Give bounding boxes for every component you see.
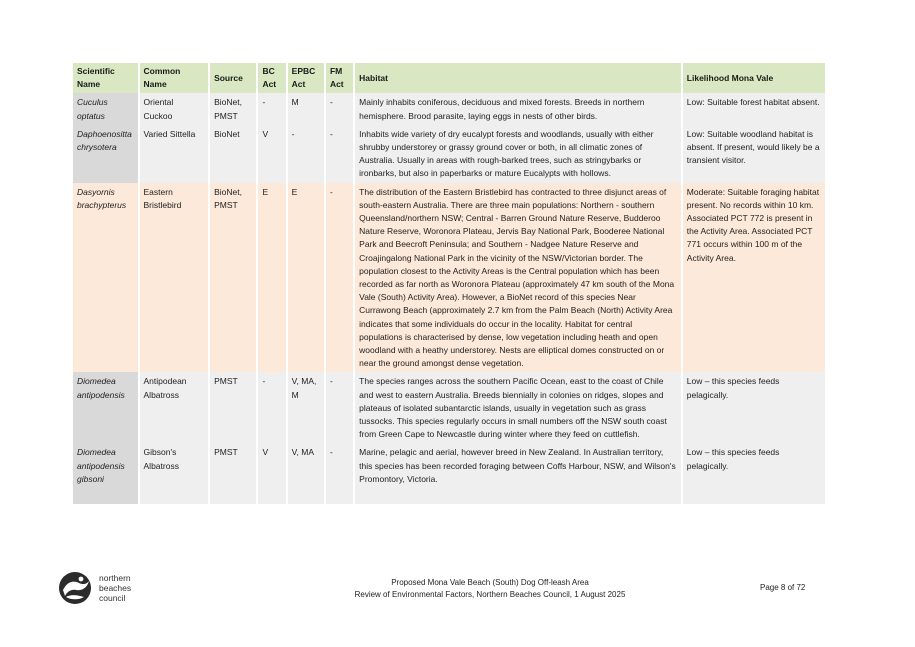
fm-act-cell: - <box>326 443 353 504</box>
page-number: Page 8 of 72 <box>760 583 806 592</box>
bc-act-cell: - <box>258 372 285 443</box>
council-logo-icon <box>57 570 93 606</box>
common-name-cell: Antipodean Albatross <box>140 372 209 443</box>
habitat-cell: The species ranges across the southern Pacific Ocean, east to the coast of Chile and west to eastern Australia. Breeds biennially in colonies on ridges, slopes and plateaus of isolated subantarctic islands, usually in vegetation such as grass tussocks. This species regularly occurs in small numbers off the NSW south coast from Green Cape to Newcastle during winter where they feed on cuttlefish. <box>355 372 681 443</box>
epbc-act-cell: M <box>288 93 324 124</box>
footer-line-2: Review of Environmental Factors, Northern Beaches Council, 1 August 2025 <box>354 590 626 599</box>
common-name-cell: Gibson's Albatross <box>140 443 209 504</box>
source-cell: PMST <box>210 443 256 504</box>
source-cell: PMST <box>210 372 256 443</box>
header-habitat: Habitat <box>355 63 681 93</box>
footer-line-1: Proposed Mona Vale Beach (South) Dog Off-leash Area <box>391 578 589 587</box>
table-row <box>73 372 825 443</box>
common-name-cell: Oriental Cuckoo <box>140 93 209 124</box>
scientific-name-cell: Diomedea antipodensis gibsoni <box>73 443 138 504</box>
header-scientific-name: Scientific Name <box>73 63 138 93</box>
header-fm-act: FM Act <box>326 63 353 93</box>
logo-line-2: beaches <box>99 583 132 593</box>
logo-line-3: council <box>99 593 126 603</box>
logo-line-1: northern <box>99 573 131 583</box>
bc-act-cell: V <box>258 125 285 183</box>
species-table <box>71 63 827 504</box>
fm-act-cell: - <box>326 183 353 373</box>
header-common-name: Common Name <box>140 63 209 93</box>
bc-act-cell: E <box>258 183 285 373</box>
likelihood-cell: Low – this species feeds pelagically. <box>683 443 825 504</box>
likelihood-cell: Low – this species feeds pelagically. <box>683 372 825 443</box>
fm-act-cell: - <box>326 93 353 124</box>
habitat-cell: Inhabits wide variety of dry eucalypt forests and woodlands, usually with either shrubby understorey or grassy ground cover or both, in all climatic zones of Australia. Usually in areas with rough-barked trees, such as stringybarks or ironbarks, but also in paperbarks or mature Eucalypts with hollows. <box>355 125 681 183</box>
scientific-name-cell: Daphoenositta chrysotera <box>73 125 138 183</box>
habitat-cell: The distribution of the Eastern Bristlebird has contracted to three disjunct areas of south-eastern Australia. There are three main populations: Northern - southern Queensland/northern NSW; Central - Barren Ground Nature Reserve, Budderoo Nature Reserve, Woronora Plateau, Jervis Bay National Park, Booderee National Park and Beecroft Peninsula; and Southern - Nadgee Nature Reserve and Croajingalong National Park in the vicinity of the NSW/Victorian border. The population closest to the Activity Areas is the Central population which has been recorded as far north as Woronora Plateau (approximately 47 km south of the Mona Vale (South) Activity Area). However, a BioNet record of this species Near Currawong Beach (approximately 2.7 km from the Palm Beach (North) Activity Area indicates that some individuals do occur in the locality. Habitat for central populations is characterised by dense, low vegetation including heath and open woodland with a heathy understorey. Nests are elliptical domes constructed on or near the ground amongst dense vegetation. <box>355 183 681 373</box>
table-header-row <box>73 63 825 93</box>
habitat-cell: Mainly inhabits coniferous, deciduous and mixed forests. Breeds in northern hemisphere. Brood parasite, laying eggs in nests of other birds. <box>355 93 681 124</box>
header-source: Source <box>210 63 256 93</box>
table-row <box>73 93 825 124</box>
fm-act-cell: - <box>326 372 353 443</box>
epbc-act-cell: E <box>288 183 324 373</box>
council-logo-text <box>99 573 131 603</box>
epbc-act-cell: - <box>288 125 324 183</box>
likelihood-cell: Moderate: Suitable foraging habitat present. No records within 10 km. Associated PCT 772 is present in the Activity Area. Associated PCT 771 occurs within 100 m of the Activity Area. <box>683 183 825 373</box>
council-logo <box>57 570 147 606</box>
scientific-name-cell: Diomedea antipodensis <box>73 372 138 443</box>
habitat-cell: Marine, pelagic and aerial, however breed in New Zealand. In Australian territory, this species has been recorded foraging between Coffs Harbour, NSW, and Wilson's Promontory, Victoria. <box>355 443 681 504</box>
table-row-highlighted <box>73 183 825 373</box>
footer-title <box>300 577 680 601</box>
epbc-act-cell: V, MA, M <box>288 372 324 443</box>
scientific-name-cell: Dasyornis brachypterus <box>73 183 138 373</box>
header-bc-act: BC Act <box>258 63 285 93</box>
source-cell: BioNet, PMST <box>210 183 256 373</box>
likelihood-cell: Low: Suitable forest habitat absent. <box>683 93 825 124</box>
common-name-cell: Eastern Bristlebird <box>140 183 209 373</box>
source-cell: BioNet <box>210 125 256 183</box>
epbc-act-cell: V, MA <box>288 443 324 504</box>
scientific-name-cell: Cuculus optatus <box>73 93 138 124</box>
likelihood-cell: Low: Suitable woodland habitat is absent. If present, would likely be a transient visitor. <box>683 125 825 183</box>
table-row <box>73 443 825 504</box>
bc-act-cell: V <box>258 443 285 504</box>
header-epbc-act: EPBC Act <box>288 63 324 93</box>
fm-act-cell: - <box>326 125 353 183</box>
table-row <box>73 125 825 183</box>
common-name-cell: Varied Sittella <box>140 125 209 183</box>
source-cell: BioNet, PMST <box>210 93 256 124</box>
header-likelihood: Likelihood Mona Vale <box>683 63 825 93</box>
bc-act-cell: - <box>258 93 285 124</box>
